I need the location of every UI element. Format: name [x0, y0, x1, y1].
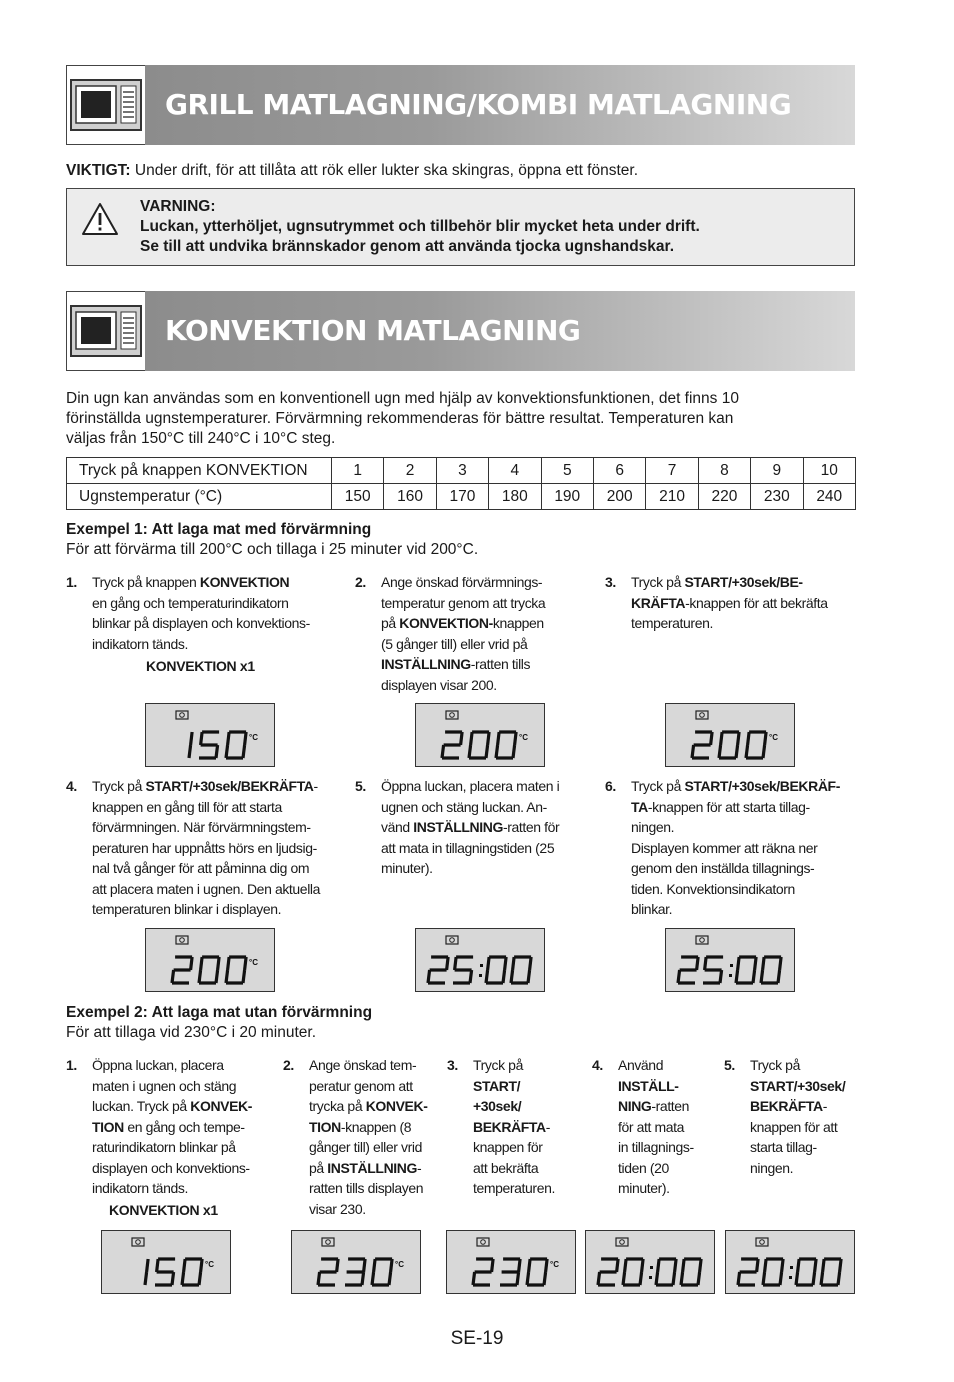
header-bar: [145, 291, 855, 371]
example-1-title: Exempel 1: Att laga mat med förvärmning: [66, 521, 372, 538]
warning-box: [66, 188, 855, 266]
table-cell: 230: [751, 484, 803, 510]
step-line: TION en gång och tempe-: [92, 1118, 245, 1135]
step-text: [92, 572, 310, 654]
convection-indicator-icon: [696, 711, 708, 719]
step-line: nal två gånger för att påminna dig om: [92, 860, 310, 876]
table-cell: 6: [593, 458, 645, 484]
intro-line-3: väljas från 150°C till 240°C i 10°C steg.: [66, 430, 336, 447]
step-line: INSTÄLLNING-ratten tills: [381, 656, 531, 672]
table-row-label: Tryck på knappen KONVEKTION: [67, 458, 332, 484]
step-line: tiden. Konvektionsindikatorn: [631, 880, 795, 897]
table-cell: 5: [541, 458, 593, 484]
step-line: peratur genom att: [309, 1077, 413, 1094]
step-line: TA-knappen för att starta tillag-: [631, 798, 810, 815]
convection-indicator-icon: [446, 711, 458, 719]
table-cell: 9: [751, 458, 803, 484]
step-line: indikatorn tänds.: [92, 1180, 188, 1196]
svg-text:°C: °C: [550, 1260, 559, 1269]
step-line: temperaturen.: [473, 1180, 555, 1196]
step-line: luckan. Tryck på KONVEK-: [92, 1098, 253, 1114]
ex2-step-1-caption: KONVEKTION x1: [109, 1202, 218, 1218]
step-line: genom den inställda tillagnings-: [631, 860, 815, 876]
table-cell: 7: [646, 458, 698, 484]
lcd-display: [446, 1230, 576, 1294]
example-2-title: Exempel 2: Att laga mat utan förvärmning: [66, 1004, 373, 1021]
step-line: ningen.: [631, 819, 675, 835]
step-line: starta tillag-: [750, 1139, 817, 1155]
step-number: 2.: [283, 1057, 294, 1073]
step-line: Tryck på START/+30sek/BEKRÄF-: [631, 778, 840, 794]
step-text: [473, 1055, 555, 1199]
step-line: KRÄFTA-knappen för att bekräfta: [631, 594, 828, 611]
step-line: vänd INSTÄLLNING-ratten för: [381, 819, 560, 835]
step-line: BEKRÄFTA-: [473, 1118, 551, 1135]
section-header-grill: [66, 65, 855, 145]
step-line: TION-knappen (8: [309, 1118, 412, 1135]
important-note: [66, 161, 856, 181]
step-line: minuter).: [618, 1180, 670, 1196]
lcd-display: [725, 1230, 855, 1294]
svg-text:°C: °C: [249, 958, 258, 967]
step-line: displayen och konvektions-: [92, 1159, 250, 1176]
convection-indicator-icon: [616, 1238, 628, 1246]
lcd-display: [101, 1230, 231, 1294]
step-text: [631, 776, 840, 920]
step-number: 4.: [592, 1057, 603, 1073]
step-line: NING-ratten: [618, 1098, 690, 1114]
svg-text:°C: °C: [395, 1260, 404, 1269]
step-line: för att mata: [618, 1118, 685, 1135]
table-cell: 170: [436, 484, 488, 510]
warning-line-1: Luckan, ytterhöljet, ugnsutrymmet och tillbehör blir mycket heta under drift.: [140, 218, 700, 235]
table-cell: 240: [803, 484, 855, 510]
intro-line-2: förinställda ugnstemperaturer. Förvärmning rekommenderas för bättre resultat. Temperaturen kan: [66, 410, 734, 427]
lcd-display: [145, 703, 275, 767]
step-text: [309, 1055, 427, 1219]
step-line: knappen en gång till för att starta: [92, 798, 282, 815]
section-title: GRILL MATLAGNING/KOMBI MATLAGNING: [165, 88, 792, 121]
step-line: tiden (20: [618, 1159, 669, 1176]
section-title: KONVEKTION MATLAGNING: [165, 314, 581, 347]
example-2-subtitle: För att tillaga vid 230°C i 20 minuter.: [66, 1024, 317, 1041]
convection-indicator-icon: [446, 936, 458, 944]
step-line: ratten tills displayen: [309, 1180, 424, 1196]
table-cell: 190: [541, 484, 593, 510]
step-text: [92, 776, 320, 920]
lcd-display: [665, 703, 795, 767]
microwave-oven-icon: [66, 291, 146, 371]
step-line: att bekräfta: [473, 1159, 539, 1176]
table-cell: 8: [698, 458, 750, 484]
step-line: BEKRÄFTA-: [750, 1098, 828, 1114]
step-line: indikatorn tänds.: [92, 635, 188, 652]
table-cell: 200: [593, 484, 645, 510]
step-number: 5.: [724, 1057, 735, 1073]
microwave-oven-icon: [66, 65, 146, 145]
convection-indicator-icon: [756, 1238, 768, 1246]
example-2-heading: [66, 1003, 372, 1043]
step-line: maten i ugnen och stäng: [92, 1077, 237, 1094]
step-line: Tryck på: [473, 1057, 523, 1073]
table-cell: 180: [489, 484, 541, 510]
step-line: Tryck på knappen KONVEKTION: [92, 574, 290, 590]
step-text: [381, 776, 559, 879]
step-line: gånger till) eller vrid: [309, 1139, 422, 1155]
table-row-temperature: [67, 484, 856, 510]
step-line: att placera maten i ugnen. Den aktuella: [92, 880, 320, 897]
step-line: minuter).: [381, 860, 433, 876]
step-text: [381, 572, 545, 695]
step-line: Öppna luckan, placera maten i: [381, 778, 560, 794]
step-number: 1.: [66, 1057, 77, 1073]
example-1-heading: [66, 520, 478, 560]
convection-indicator-icon: [132, 1238, 144, 1246]
step-line: blinkar på displayen och konvektions-: [92, 615, 310, 631]
step-number: 1.: [66, 574, 77, 590]
step-number: 3.: [605, 574, 616, 590]
lcd-display: [415, 928, 545, 992]
section-header-convection: [66, 291, 855, 371]
step-line: displayen visar 200.: [381, 676, 497, 693]
convection-indicator-icon: [176, 936, 188, 944]
svg-text:°C: °C: [769, 733, 778, 742]
ex1-step-1-caption: KONVEKTION x1: [146, 658, 255, 674]
svg-text:°C: °C: [519, 733, 528, 742]
step-line: INSTÄLL-: [618, 1077, 679, 1094]
step-line: Displayen kommer att räkna ner: [631, 839, 818, 856]
lcd-display: [665, 928, 795, 992]
step-line: Ange önskad tem-: [309, 1057, 417, 1073]
table-cell: 3: [436, 458, 488, 484]
svg-text:°C: °C: [249, 733, 258, 742]
step-line: knappen för att: [750, 1118, 838, 1135]
step-line: ugnen och stäng luckan. An-: [381, 798, 547, 815]
step-line: START/: [473, 1077, 521, 1094]
step-line: Tryck på: [750, 1057, 800, 1073]
step-line: att mata in tillagningstiden (25: [381, 839, 555, 856]
svg-text:°C: °C: [205, 1260, 214, 1269]
convection-indicator-icon: [322, 1238, 334, 1246]
step-line: peraturen har uppnåtts hörs en ljudsig-: [92, 839, 317, 856]
table-cell: 210: [646, 484, 698, 510]
table-cell: 2: [384, 458, 436, 484]
step-line: +30sek/: [473, 1098, 522, 1114]
step-number: 6.: [605, 778, 616, 794]
warning-title: VARNING:: [140, 198, 216, 215]
intro-line-1: Din ugn kan användas som en konventionell ugn med hjälp av konvektionsfunktionen, det finns 10: [66, 390, 739, 407]
step-number: 3.: [447, 1057, 458, 1073]
warning-line-2: Se till att undvika brännskador genom att använda tjocka ugnshandskar.: [140, 238, 675, 255]
table-cell: 4: [489, 458, 541, 484]
step-line: Tryck på START/+30sek/BEKRÄFTA-: [92, 778, 318, 794]
step-line: visar 230.: [309, 1200, 366, 1217]
step-text: [618, 1055, 694, 1199]
table-row-presses: [67, 458, 856, 484]
table-cell: 220: [698, 484, 750, 510]
step-text: [92, 1055, 252, 1199]
table-cell: 160: [384, 484, 436, 510]
example-1-subtitle: För att förvärma till 200°C och tillaga i 25 minuter vid 200°C.: [66, 541, 479, 558]
step-line: på INSTÄLLNING-: [309, 1159, 422, 1176]
step-line: raturindikatorn blinkar på: [92, 1139, 236, 1155]
step-number: 5.: [355, 778, 366, 794]
page-number: SE-19: [450, 1328, 504, 1349]
step-number: 2.: [355, 574, 366, 590]
convection-indicator-icon: [176, 711, 188, 719]
important-label: VIKTIGT:: [66, 162, 131, 179]
step-number: 4.: [66, 778, 77, 794]
step-text: [631, 572, 828, 634]
intro-paragraph: [66, 389, 856, 449]
warning-triangle-icon: [81, 201, 119, 242]
step-line: in tillagnings-: [618, 1139, 694, 1155]
step-line: trycka på KONVEK-: [309, 1098, 428, 1114]
important-text: Under drift, för att tillåta att rök eller lukter ska skingras, öppna ett fönster.: [130, 162, 639, 179]
step-line: förvärmningen. När förvärmningstem-: [92, 819, 311, 835]
lcd-display: [415, 703, 545, 767]
convection-indicator-icon: [696, 936, 708, 944]
step-text: [750, 1055, 845, 1178]
table-cell: 150: [332, 484, 384, 510]
step-line: ningen.: [750, 1159, 794, 1176]
step-line: knappen för: [473, 1139, 543, 1155]
step-line: temperaturen blinkar i displayen.: [92, 901, 282, 917]
step-line: Öppna luckan, placera: [92, 1057, 224, 1073]
step-line: temperaturen.: [631, 615, 713, 631]
table-cell: 10: [803, 458, 855, 484]
step-line: blinkar.: [631, 901, 673, 917]
step-line: temperatur genom att trycka: [381, 594, 546, 611]
lcd-display: [291, 1230, 421, 1294]
step-line: en gång och temperaturindikatorn: [92, 594, 289, 611]
step-line: på KONVEKTION-knappen: [381, 615, 544, 631]
step-line: Tryck på START/+30sek/BE-: [631, 574, 803, 590]
temperature-table: [66, 457, 856, 510]
convection-indicator-icon: [477, 1238, 489, 1246]
step-line: (5 gånger till) eller vrid på: [381, 635, 528, 652]
lcd-display: [145, 928, 275, 992]
table-row-label: Ugnstemperatur (°C): [67, 484, 332, 510]
table-cell: 1: [332, 458, 384, 484]
step-line: Använd: [618, 1057, 664, 1073]
header-bar: [145, 65, 855, 145]
step-line: Ange önskad förvärmnings-: [381, 574, 543, 590]
lcd-display: [585, 1230, 715, 1294]
step-line: START/+30sek/: [750, 1077, 846, 1094]
